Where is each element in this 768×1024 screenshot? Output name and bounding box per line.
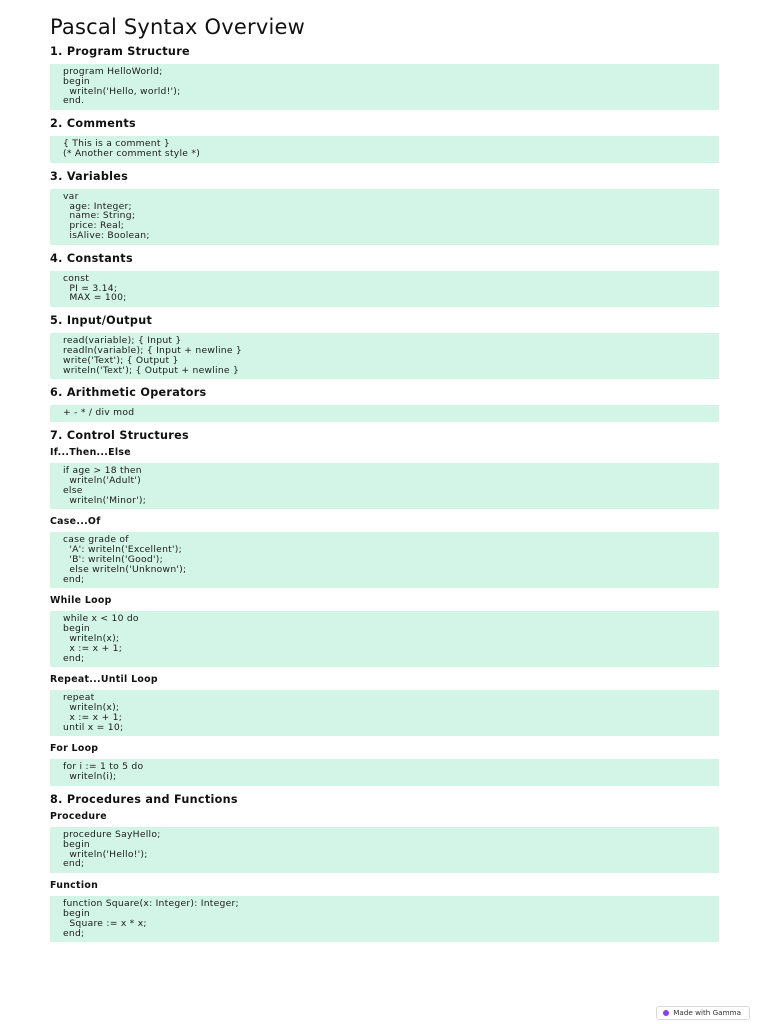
subheading-procedure: Procedure bbox=[50, 811, 107, 823]
code-block-repeat-until-loop: repeat writeln(x); x := x + 1; until x = 10; bbox=[50, 690, 719, 736]
section-heading-variables: 3. Variables bbox=[50, 169, 129, 183]
code-block-procedure: procedure SayHello; begin writeln('Hello!'); end; bbox=[50, 827, 719, 873]
code-block-function: function Square(x: Integer): Integer; begin Square := x * x; end; bbox=[50, 896, 719, 942]
made-with-gamma-badge[interactable] bbox=[656, 1006, 750, 1020]
section-heading-program-structure: 1. Program Structure bbox=[50, 45, 190, 58]
code-block-input-output: read(variable); { Input } readln(variable); { Input + newline } write('Text'); { Output } writeln('Text'); { Output + newline } bbox=[50, 333, 719, 379]
code-block-if-then-else: if age > 18 then writeln('Adult') else writeln('Minor'); bbox=[50, 463, 719, 509]
code-block-comments: { This is a comment } (* Another comment style *) bbox=[50, 136, 719, 163]
code-block-for-loop: for i := 1 to 5 do writeln(i); bbox=[50, 759, 719, 786]
subheading-case-of: Case...Of bbox=[50, 516, 101, 528]
document bbox=[50, 14, 719, 942]
section-heading-control-structures: 7. Control Structures bbox=[50, 429, 189, 443]
section-heading-constants: 4. Constants bbox=[50, 251, 133, 265]
code-block-arithmetic-operators: + - * / div mod bbox=[50, 405, 719, 422]
badge-label: Made with Gamma bbox=[673, 1008, 741, 1017]
section-heading-procedures-functions: 8. Procedures and Functions bbox=[50, 793, 238, 807]
subheading-for-loop: For Loop bbox=[50, 743, 99, 755]
code-block-constants: const PI = 3.14; MAX = 100; bbox=[50, 271, 719, 307]
code-block-program-structure: program HelloWorld; begin writeln('Hello, world!'); end. bbox=[50, 64, 719, 110]
subheading-if-then-else: If...Then...Else bbox=[50, 447, 131, 459]
section-heading-comments: 2. Comments bbox=[50, 117, 136, 131]
section-heading-arithmetic-operators: 6. Arithmetic Operators bbox=[50, 386, 207, 400]
code-block-while-loop: while x < 10 do begin writeln(x); x := x + 1; end; bbox=[50, 611, 719, 667]
gamma-logo-icon bbox=[663, 1010, 669, 1016]
page-title: Pascal Syntax Overview bbox=[50, 15, 305, 39]
subheading-while-loop: While Loop bbox=[50, 595, 112, 607]
code-block-variables: var age: Integer; name: String; price: Real; isAlive: Boolean; bbox=[50, 189, 719, 245]
subheading-repeat-until-loop: Repeat...Until Loop bbox=[50, 674, 158, 686]
code-block-case-of: case grade of 'A': writeln('Excellent'); 'B': writeln('Good'); else writeln('Unknown'); end; bbox=[50, 532, 719, 588]
section-heading-input-output: 5. Input/Output bbox=[50, 314, 153, 328]
subheading-function: Function bbox=[50, 880, 99, 892]
